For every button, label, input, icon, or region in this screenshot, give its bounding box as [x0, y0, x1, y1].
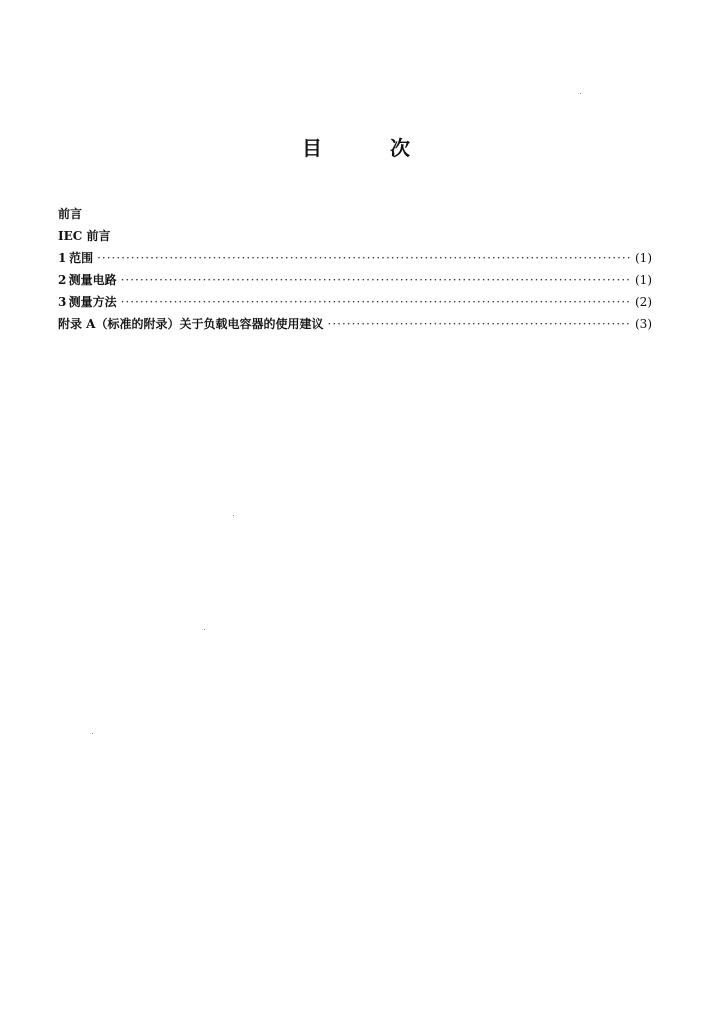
toc-entry-iec-foreword[interactable] [58, 225, 652, 247]
toc-entry-measurement-method[interactable] [58, 291, 652, 313]
toc-leader-dots [121, 269, 631, 291]
scan-speck [92, 733, 93, 734]
toc-page-number: (3) [635, 317, 652, 331]
toc-page-number: (1) [635, 273, 652, 287]
page-title: 目次 [302, 136, 478, 160]
toc-number: 3 [58, 295, 67, 309]
toc-number: 2 [58, 273, 67, 287]
toc-leader-dots [328, 313, 632, 335]
toc-leader-dots [121, 291, 631, 313]
toc-label: 前言 [58, 207, 83, 221]
scan-speck [580, 93, 581, 94]
toc-number: 1 [58, 251, 67, 265]
table-of-contents [58, 203, 652, 335]
toc-label: 范围 [69, 251, 94, 265]
toc-entry-appendix-a[interactable] [58, 313, 652, 335]
toc-entry-scope[interactable] [58, 247, 652, 269]
scan-speck [204, 629, 205, 630]
toc-label: IEC 前言 [58, 229, 111, 243]
toc-label: 测量方法 [68, 295, 117, 309]
toc-leader-dots [97, 247, 631, 269]
toc-entry-measurement-circuit[interactable] [58, 269, 652, 291]
toc-page-number: (2) [635, 295, 652, 309]
toc-label: 附录 A（标准的附录）关于负载电容器的使用建议 [58, 317, 324, 331]
toc-label: 测量电路 [68, 273, 117, 287]
toc-page-number: (1) [635, 251, 652, 265]
scan-speck [233, 515, 234, 516]
toc-entry-foreword[interactable] [58, 203, 652, 225]
